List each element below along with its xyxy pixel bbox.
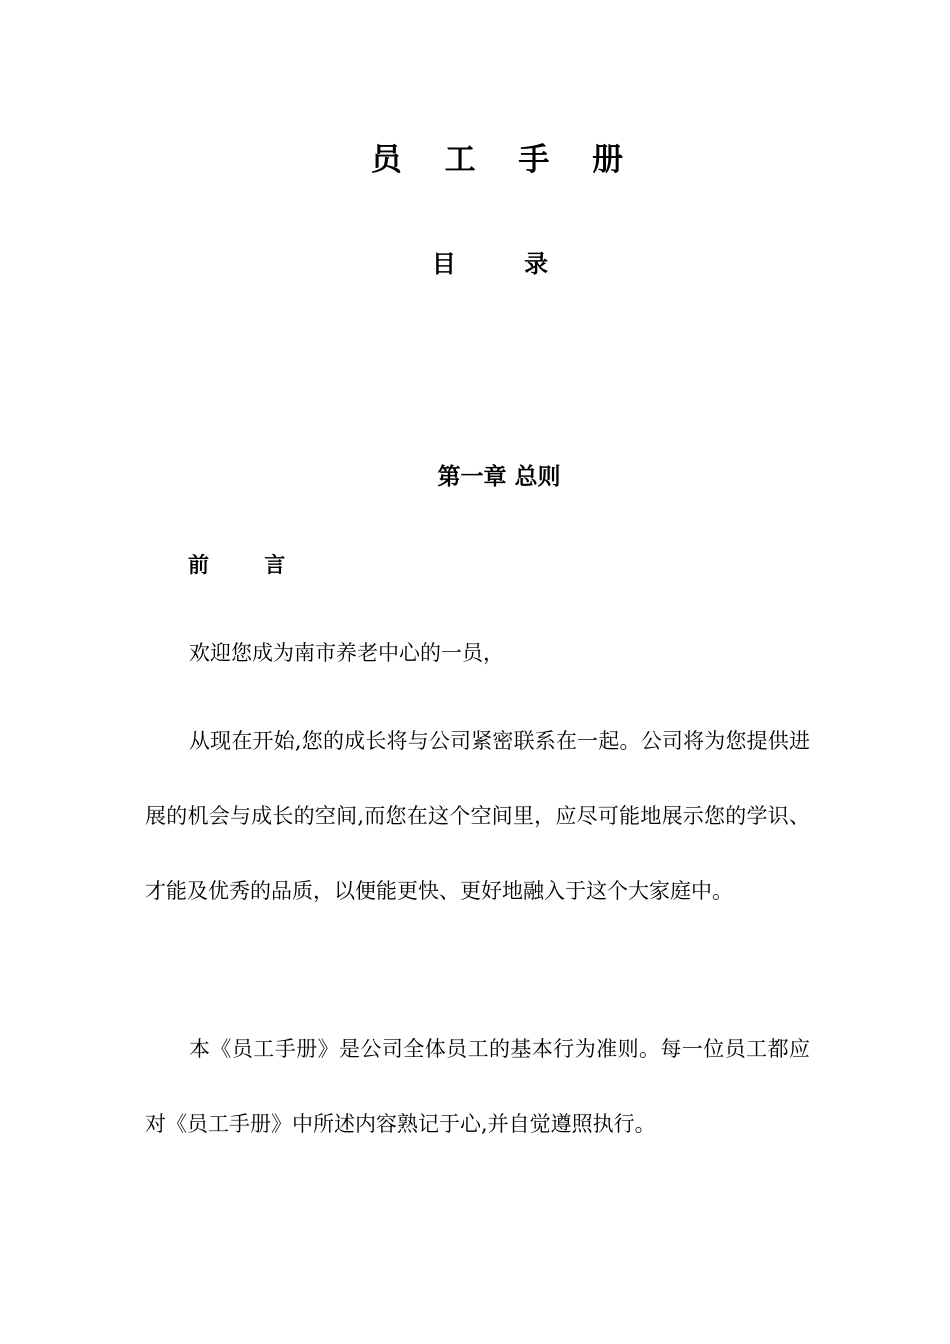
toc-heading: 目 录 xyxy=(431,250,579,278)
chapter-heading: 第一章 总则 xyxy=(437,464,561,490)
section-heading: 前 言 xyxy=(188,553,310,577)
paragraph-handbook-purpose: 本《员工手册》是公司全体员工的基本行为准则。每一位员工都应对《员工手册》中所述内容熟记于心,并自觉遵照执行。 xyxy=(145,1037,810,1136)
document-title: 员 工 手 册 xyxy=(370,142,640,178)
paragraph-growth: 从现在开始,您的成长将与公司紧密联系在一起。公司将为您提供进展的机会与成长的空间,而您在这个空间里，应尽可能地展示您的学识、才能及优秀的品质，以便能更快、更好地融入于这个大家庭中。 xyxy=(145,729,810,903)
paragraph-welcome: 欢迎您成为南市养老中心的一员， xyxy=(189,641,504,665)
